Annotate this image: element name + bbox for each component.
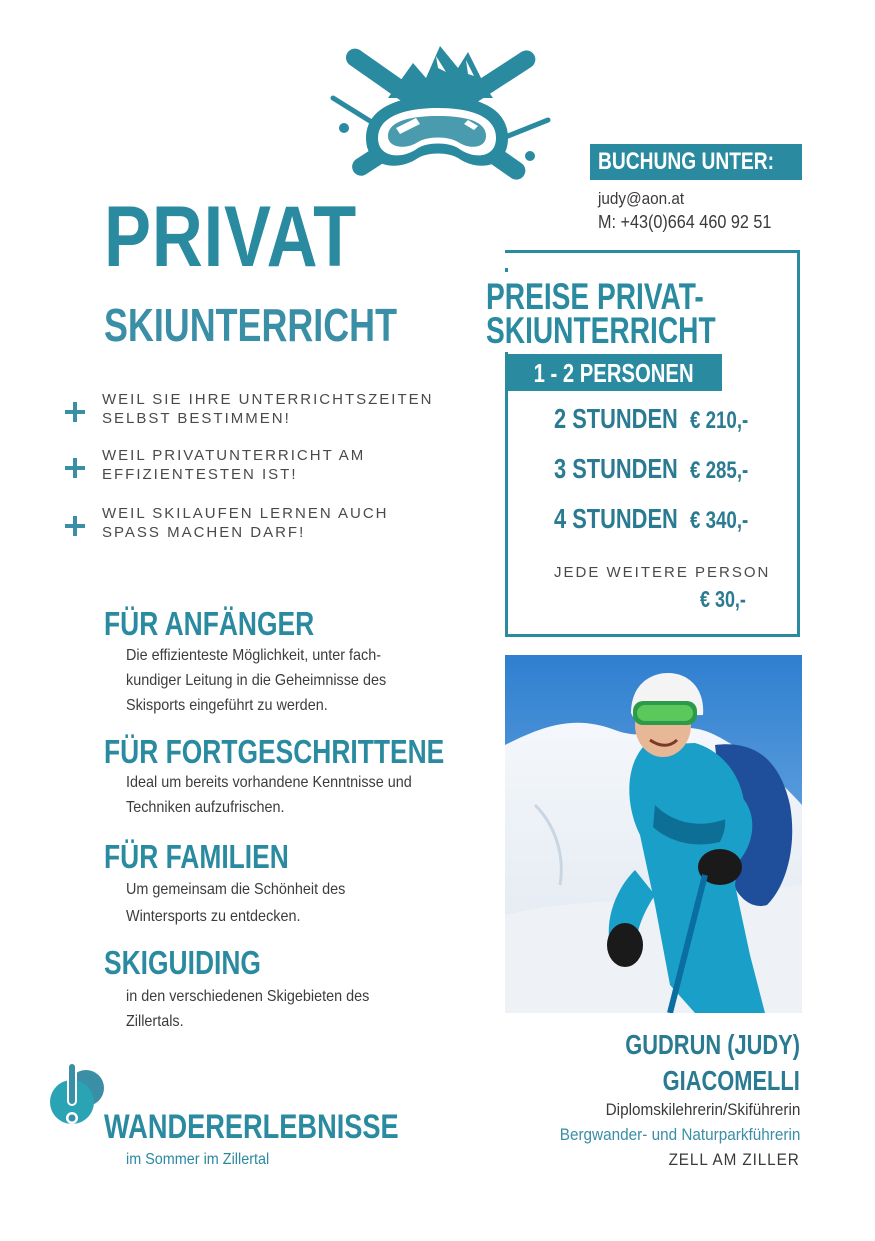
reason-text: WEIL SIE IHRE UNTERRICHTSZEITEN SELBST BESTIMMEN! [102, 391, 434, 427]
extra-person-label: JEDE WEITERE PERSON [554, 564, 771, 581]
wander-title: WANDERERLEBNISSE [104, 1108, 399, 1146]
category-text-families: Um gemeinsam die Schönheit des Wintersports zu entdecken. [126, 881, 346, 925]
category-title-families: FÜR FAMILIEN [104, 838, 289, 875]
page-subtitle: SKIUNTERRICHT [104, 299, 398, 351]
price-row [554, 454, 794, 484]
wander-subtitle: im Sommer im Zillertal [126, 1151, 270, 1168]
category-title-advanced: FÜR FORTGESCHRITTENE [104, 733, 445, 770]
category-text-skiguiding: in den verschiedenen Skigebieten des Zillertals. [126, 988, 370, 1030]
instructor-location: ZELL AM ZILLER [668, 1150, 800, 1169]
plus-icon [62, 398, 88, 424]
plus-icon [62, 454, 88, 480]
booking-email[interactable]: judy@aon.at [598, 189, 685, 208]
category-text-beginners: Die effizienteste Möglichkeit, unter fach-kundiger Leitung in die Geheimnisse des Skisports eingeführt zu werden. [126, 647, 387, 714]
instructor-name-line1: GUDRUN (JUDY) [625, 1029, 800, 1060]
persons-text: 1 - 2 PERSONEN [533, 358, 694, 388]
reason-text: WEIL PRIVATUNTERRICHT AM EFFIZIENTESTEN IST! [102, 447, 366, 483]
category-title-skiguiding: SKIGUIDING [104, 944, 261, 981]
reason-text: WEIL SKILAUFEN LERNEN AUCH SPASS MACHEN DARF! [102, 505, 389, 541]
persons-badge [505, 354, 722, 391]
price-row [554, 504, 794, 534]
price-amount: € 210,- [690, 407, 749, 434]
price-title-line1: PREISE PRIVAT- [486, 276, 704, 317]
instructor-role-hiking: Bergwander- und Naturparkführerin [559, 1125, 800, 1144]
info-exclamation-icon [48, 1058, 108, 1130]
extra-person-price: € 30,- [700, 586, 746, 612]
price-hours: 3 STUNDEN [554, 453, 678, 484]
price-amount: € 340,- [690, 507, 749, 534]
price-title-line2: SKIUNTERRICHT [486, 310, 716, 351]
booking-label: BUCHUNG UNTER: [598, 148, 774, 175]
price-title [486, 276, 716, 351]
page-title: PRIVAT [104, 189, 358, 285]
booking-badge [590, 144, 802, 180]
instructor-role-ski: Diplomskilehrerin/Skiführerin [605, 1100, 800, 1119]
instructor-name-line2: GIACOMELLI [662, 1065, 800, 1096]
category-title-beginners: FÜR ANFÄNGER [104, 605, 315, 642]
price-box-border-top [505, 250, 800, 253]
category-text-advanced: Ideal um bereits vorhandene Kenntnisse und Techniken aufzufrischen. [126, 774, 412, 816]
price-row [554, 404, 794, 434]
price-amount: € 285,- [690, 457, 749, 484]
price-hours: 2 STUNDEN [554, 403, 678, 434]
price-hours: 4 STUNDEN [554, 503, 678, 534]
plus-icon [62, 512, 88, 538]
persons-label [505, 358, 722, 388]
skier-portrait-photo [505, 655, 802, 1013]
booking-phone[interactable]: M: +43(0)664 460 92 51 [598, 212, 772, 232]
